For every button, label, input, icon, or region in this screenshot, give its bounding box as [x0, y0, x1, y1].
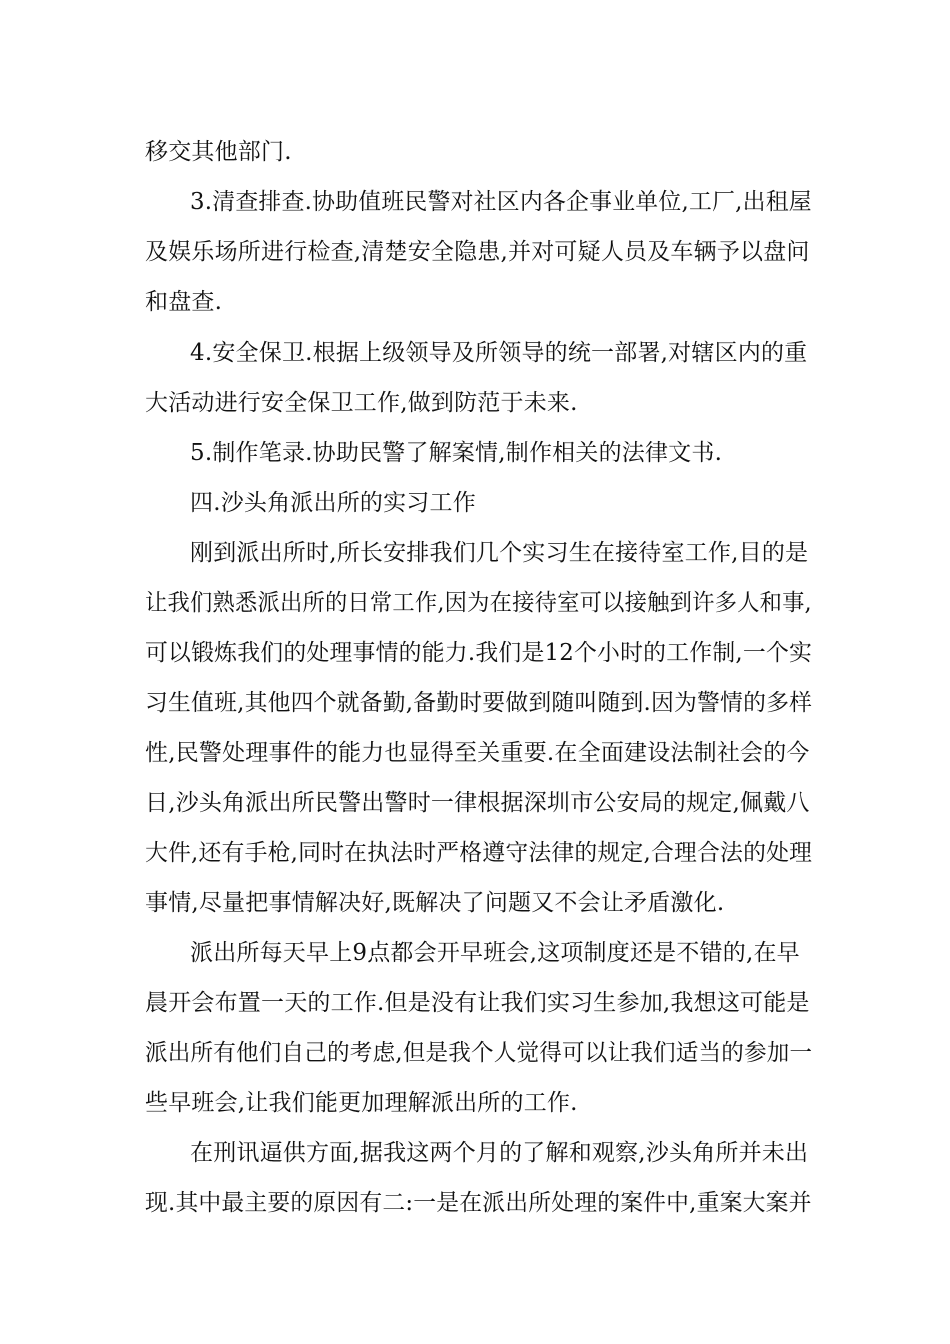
text-line: 及娱乐场所进行检查,清楚安全隐患,并对可疑人员及车辆予以盘问	[145, 239, 810, 265]
text-line: 大活动进行安全保卫工作,做到防范于未来.	[145, 390, 578, 416]
text-line: 些早班会,让我们能更加理解派出所的工作.	[145, 1090, 578, 1116]
text-line: 让我们熟悉派出所的日常工作,因为在接待室可以接触到许多人和事,	[145, 590, 812, 616]
text-line: 事情,尽量把事情解决好,既解决了问题又不会让矛盾激化.	[145, 890, 725, 916]
text-line: 5.制作笔录.协助民警了解案情,制作相关的法律文书.	[190, 440, 723, 466]
text-line: 晨开会布置一天的工作.但是没有让我们实习生参加,我想这可能是	[145, 990, 810, 1016]
text-line: 4.安全保卫.根据上级领导及所领导的统一部署,对辖区内的重	[190, 340, 808, 366]
text-line: 刚到派出所时,所长安排我们几个实习生在接待室工作,目的是	[190, 540, 809, 566]
text-line: 派出所每天早上9点都会开早班会,这项制度还是不错的,在早	[190, 940, 800, 966]
text-line: 可以锻炼我们的处理事情的能力.我们是12个小时的工作制,一个实	[145, 640, 813, 666]
text-line: 性,民警处理事件的能力也显得至关重要.在全面建设法制社会的今	[145, 740, 810, 766]
text-line: 和盘查.	[145, 289, 223, 315]
text-line: 在刑讯逼供方面,据我这两个月的了解和观察,沙头角所并未出	[190, 1140, 809, 1166]
text-line: 派出所有他们自己的考虑,但是我个人觉得可以让我们适当的参加一	[145, 1040, 813, 1066]
text-line: 习生值班,其他四个就备勤,备勤时要做到随叫随到.因为警情的多样	[145, 690, 813, 716]
text-line: 日,沙头角派出所民警出警时一律根据深圳市公安局的规定,佩戴八	[145, 790, 810, 816]
text-line: 3.清查排查.协助值班民警对社区内各企事业单位,工厂,出租屋	[190, 189, 812, 215]
text-line: 大件,还有手枪,同时在执法时严格遵守法律的规定,合理合法的处理	[145, 840, 813, 866]
text-line: 现.其中最主要的原因有二:一是在派出所处理的案件中,重案大案并	[145, 1190, 812, 1216]
section-heading: 四.沙头角派出所的实习工作	[190, 490, 476, 516]
text-line: 移交其他部门.	[145, 139, 292, 165]
